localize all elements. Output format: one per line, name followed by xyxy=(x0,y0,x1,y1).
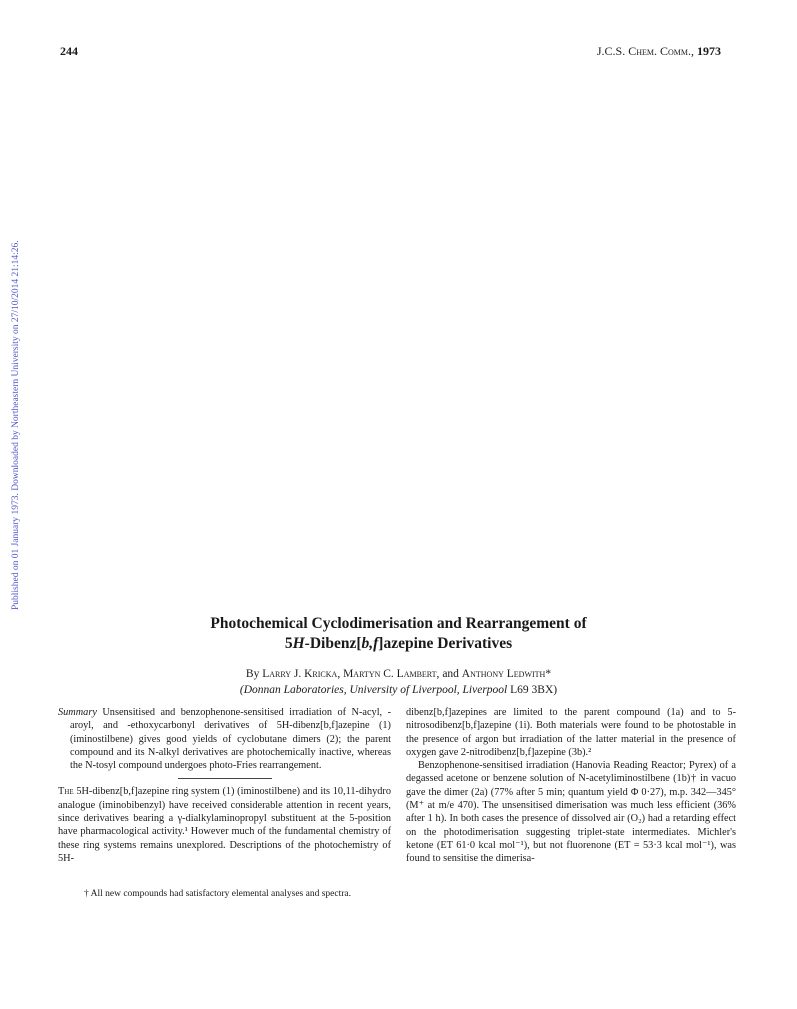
title-mid: -Dibenz[ xyxy=(304,635,362,652)
journal-prefix: J.C.S. xyxy=(596,44,626,58)
left-column xyxy=(58,706,391,865)
affiliation-line xyxy=(0,682,797,698)
summary-label: Summary xyxy=(58,707,97,718)
postcode: L69 3BX) xyxy=(510,684,558,696)
article-title xyxy=(0,614,797,654)
author-2: Martyn C. Lambert, xyxy=(343,668,440,680)
body-paragraph-right-2: Benzophenone-sensitised irradiation (Hanovia Reading Reactor; Pyrex) of a degassed acetone or benzene solution of N-acetyliminostilbene (1b)† in vacuo gave the dimer (2a) (77% after 5 min; quantum yield Φ 0·27), m.p. 342—345° (M⁺ at m/e 470). The unsensitised dimerisation was much less efficient (36% after 1 h). In both cases the presence of dissolved air (O₂) had a retarding effect on the photodimerisation suggesting triplet-state intermediates. Michler's ketone (ET 61·0 kcal mol⁻¹), but not fluorenone (ET = 53·3 kcal mol⁻¹), was found to sensitise the dimerisa- xyxy=(406,760,736,865)
journal-name: Chem. Comm. xyxy=(628,44,691,58)
body-paragraph-left xyxy=(58,785,391,865)
affiliation: (Donnan Laboratories, University of Liverpool, Liverpool xyxy=(239,684,508,696)
journal-year: 1973 xyxy=(697,44,721,58)
summary-paragraph xyxy=(58,706,391,772)
author-1: Larry J. Kricka, xyxy=(262,668,341,680)
author-line xyxy=(0,666,797,682)
body-paragraph-right-1: dibenz[b,f]azepines are limited to the parent compound (1a) and to 5-nitrosodibenz[b,f]azepine (1i). Both materials were found to be photostable in the presence of argon but irradiation of the latter material in the presence of oxygen gave 2-nitrodibenz[b,f]azepine (3b).² xyxy=(406,707,736,758)
author-block xyxy=(0,666,797,698)
download-side-note[interactable]: Published on 01 January 1973. Downloaded by Northeastern University on 27/10/2014 21:14:26. xyxy=(11,240,21,610)
summary-text: Unsensitised and benzophenone-sensitised irradiation of N-acyl, -aroyl, and -ethoxycarbonyl derivatives of 5H-dibenz[b,f]azepine (1) (iminostilbene) gives good yields of cyclobutane dimers (2); the parent compound and its N-alkyl derivatives are photochemically inactive, whereas the N-tosyl compound undergoes photo-Fries rearrangement. xyxy=(70,707,392,772)
title-prefix: 5 xyxy=(284,635,293,652)
author-3: Anthony Ledwith* xyxy=(461,668,552,680)
section-divider xyxy=(178,778,272,779)
body-lead: The xyxy=(58,786,74,798)
title-line-2 xyxy=(0,634,797,654)
title-suffix: ]azepine Derivatives xyxy=(378,635,513,652)
body-left-text: 5H-dibenz[b,f]azepine ring system (1) (iminostilbene) and its 10,11-dihydro analogue (iminobibenzyl) have received considerable attention in recent years, since derivatives bearing a γ-dialkylaminopropyl substituent at the 5-position have pharmacological activity.¹ However much of the fundamental chemistry of these ring systems remains unexplored. Descriptions of the photochemistry of 5H- xyxy=(58,786,391,864)
title-ring: b,f xyxy=(361,635,379,652)
title-italic: H xyxy=(292,635,305,652)
journal-header xyxy=(597,44,721,59)
author-and: and xyxy=(442,668,459,680)
page-number: 244 xyxy=(60,44,78,58)
title-line-1: Photochemical Cyclodimerisation and Rearrangement of xyxy=(210,615,587,632)
header-separator: , xyxy=(691,44,694,58)
footnote: † All new compounds had satisfactory elemental analyses and spectra. xyxy=(84,889,351,899)
right-column xyxy=(406,706,736,866)
by-label: By xyxy=(245,668,260,680)
